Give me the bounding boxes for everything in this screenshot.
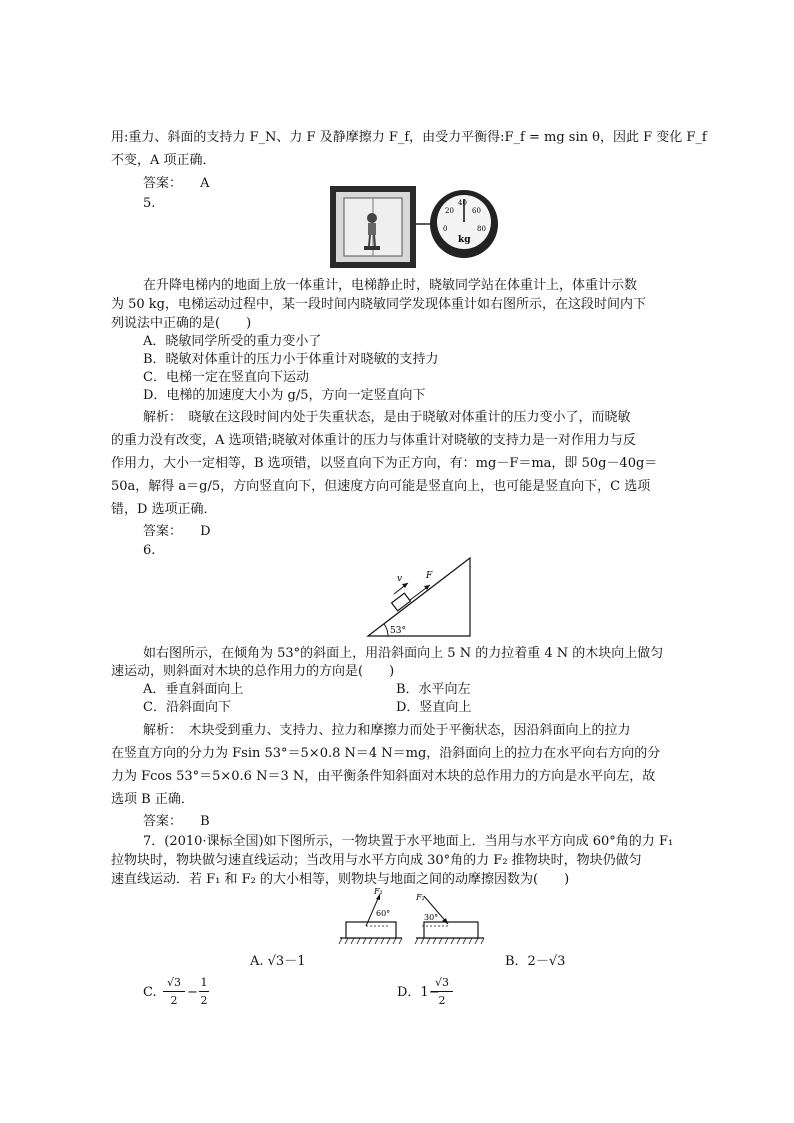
force-label: F	[426, 571, 433, 581]
q5-solution-line1: 解析： 晓敏在这段时间内处于失重状态，是由于晓敏对体重计的压力变小了，而晓敏	[143, 410, 631, 425]
force-f2-label: F₂	[416, 893, 425, 902]
frac-den: 2	[170, 994, 178, 1007]
q7-option-a: A. √3－1	[250, 954, 306, 969]
q7-stem-line1: 7．(2010·课标全国)如下图所示，一物块置于水平地面上．当用与水平方向成 60°角的力 F₁	[143, 834, 674, 849]
q4-answer	[143, 176, 210, 192]
scale-label-20: 20	[445, 207, 454, 215]
q6-solution-line4: 选项 B 正确．	[111, 792, 194, 807]
q5-stem-line2: 为 50 kg，电梯运动过程中，某一段时间内晓敏同学发现体重计如右图所示，在这段时间内下	[111, 297, 647, 312]
q5-solution-line5: 错，D 选项正确．	[111, 502, 217, 517]
scale-unit: kg	[458, 235, 471, 245]
q5-solution-line4: 50a，解得 a＝g/5，方向竖直向下，但速度方向可能是竖直向上，也可能是竖直向下，C 选项	[111, 479, 651, 494]
q6-option-b: B．水平向左	[396, 682, 471, 697]
q6-solution-line1: 解析： 木块受到重力、支持力、拉力和摩擦力而处于平衡状态，因沿斜面向上的拉力	[143, 723, 631, 738]
angle-30-label: 30°	[424, 913, 439, 922]
q6-solution-line3: 力为 Fcos 53°＝5×0.6 N＝3 N，由平衡条件知斜面对木块的总作用力的方向是水平向左，故	[111, 769, 656, 784]
q5-answer	[143, 524, 211, 540]
q6-incline-figure	[364, 554, 474, 640]
q6-option-c: C．沿斜面向下	[143, 700, 231, 715]
q5-stem-line3: 列说法中正确的是( )	[111, 316, 252, 331]
q4-solution-line1: 用:重力、斜面的支持力 F_N、力 F 及静摩擦力 F_f，由受力平衡得:F_f = mg sin θ，因此 F 变化 F_f	[111, 130, 707, 145]
incline-triangle	[368, 558, 470, 636]
ground-left	[339, 887, 402, 944]
scale-label-60: 60	[472, 207, 481, 215]
wooden-block	[392, 593, 411, 611]
q6-solution-line2: 在竖直方向的分力为 Fsin 53°＝5×0.8 N＝4 N＝mg，沿斜面向上的拉力在水平向右方向的分	[111, 746, 661, 761]
q6-answer	[143, 814, 210, 830]
ground-right	[415, 893, 484, 944]
q6-stem-line1: 如右图所示，在倾角为 53°的斜面上，用沿斜面向上 5 N 的力拉着重 4 N 的木块向上做匀	[143, 646, 664, 661]
q7-stem-line3: 速直线运动．若 F₁ 和 F₂ 的大小相等，则物块与地面之间的动摩擦因数为( )	[111, 872, 570, 887]
q7-option-b: B．2－√3	[505, 954, 566, 969]
q5-number: 5.	[143, 196, 156, 211]
q6-number: 6.	[143, 543, 156, 558]
q5-stem-line1: 在升降电梯内的地面上放一体重计，电梯静止时，晓敏同学站在体重计上，体重计示数	[143, 278, 638, 293]
scale-label-0: 0	[443, 225, 448, 233]
q7-stem-line2: 拉物块时，物块做匀速直线运动；当改用与水平方向成 30°角的力 F₂ 推物块时，物块仍做匀	[111, 853, 642, 868]
q6-stem-line2: 速运动，则斜面对木块的总作用力的方向是( )	[111, 664, 395, 679]
q5-elevator-figure	[328, 184, 500, 272]
answer-value: B	[200, 814, 210, 829]
frac-den: 2	[438, 994, 446, 1007]
q5-option-c: C．电梯一定在竖直向下运动	[143, 370, 309, 385]
q5-option-b: B．晓敏对体重计的压力小于体重计对晓敏的支持力	[143, 352, 439, 367]
q6-option-d: D．竖直向上	[396, 700, 472, 715]
angle-60-label: 60°	[376, 909, 391, 918]
frac-num: √3	[434, 976, 449, 989]
frac2-den: 2	[200, 994, 208, 1007]
answer-label: 答案：	[143, 176, 183, 191]
frac-num: √3	[166, 976, 181, 989]
q6-option-a: A．垂直斜面向上	[143, 682, 244, 697]
answer-label: 答案：	[143, 814, 183, 829]
velocity-label: v	[397, 574, 403, 584]
q4-solution-line2: 不变，A 项正确．	[111, 153, 216, 168]
force-f1-label: F₁	[374, 887, 383, 896]
angle-label: 53°	[390, 626, 406, 636]
q7-blocks-figure	[338, 886, 486, 948]
q5-option-d: D．电梯的加速度大小为 g/5，方向一定竖直向下	[143, 388, 426, 403]
q5-solution-line2: 的重力没有改变，A 选项错;晓敏对体重计的压力与体重计对晓敏的支持力是一对作用力与反	[111, 433, 636, 448]
scale-dial	[430, 190, 498, 258]
frac2-num: 1	[200, 976, 208, 989]
answer-value: A	[200, 176, 210, 191]
answer-label: 答案：	[143, 524, 183, 539]
q5-solution-line3: 作用力，大小一定相等，B 选项错，以竖直向下为正方向，有：mg－F＝ma，即 50g－40g＝	[111, 456, 658, 471]
scale-label-40: 40	[458, 199, 467, 207]
q5-option-a: A．晓敏同学所受的重力变小了	[143, 334, 322, 349]
answer-value: D	[200, 524, 211, 539]
scale-label-80: 80	[477, 225, 486, 233]
